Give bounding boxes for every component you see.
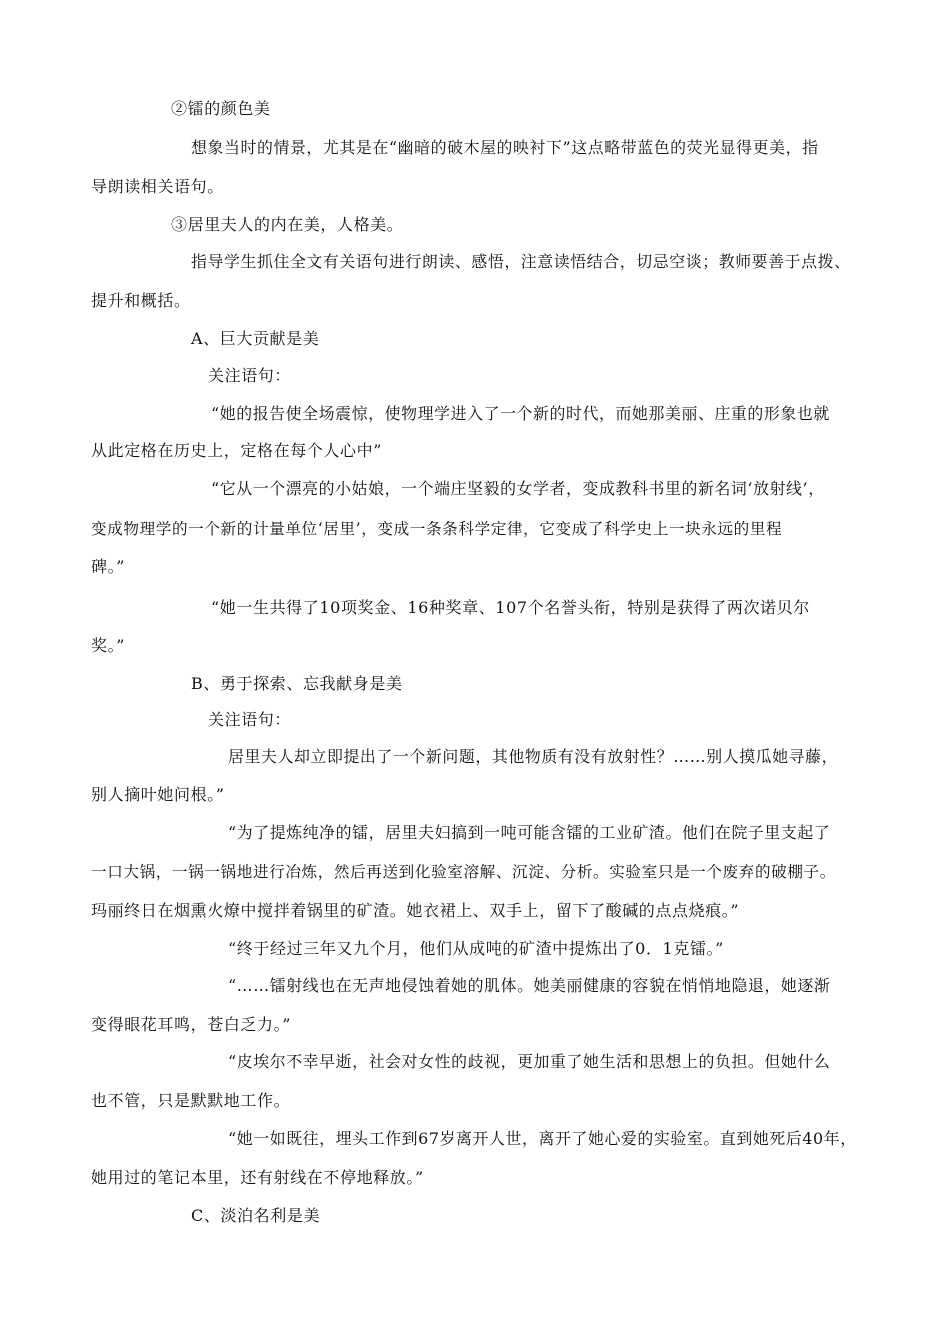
quote-line: 碑。” [91, 557, 125, 576]
paragraph-line: 导朗读相关语句。 [91, 177, 224, 196]
quote-line: 变得眼花耳鸣，苍白乏力。” [91, 1015, 291, 1034]
quote-line: “皮埃尔不幸早逝，社会对女性的歧视，更加重了她生活和思想上的负担。但她什么 [228, 1052, 831, 1071]
focus-label: 关注语句： [208, 710, 292, 729]
section-heading-b: B、勇于探索、忘我献身是美 [191, 674, 403, 693]
paragraph-line: 想象当时的情景，尤其是在“幽暗的破木屋的映衬下”这点略带蓝色的荧光显得更美，指 [191, 138, 819, 157]
quote-line: “她一如既往，埋头工作到67岁离开人世，离开了她心爱的实验室。直到她死后40年， [228, 1129, 857, 1148]
quote-line: “终于经过三年又九个月，他们从成吨的矿渣中提炼出了0．1克镭。” [228, 939, 724, 958]
quote-line: 她用过的笔记本里，还有射线在不停地释放。” [91, 1168, 424, 1187]
quote-line: “它从一个漂亮的小姑娘，一个端庄坚毅的女学者，变成教科书里的新名词‘放射线’， [211, 479, 825, 498]
quote-line: 变成物理学的一个新的计量单位‘居里’，变成一条条科学定律，它变成了科学史上一块永远的里程 [91, 520, 783, 538]
section-heading-a: A、巨大贡献是美 [191, 329, 320, 348]
subheading-radium-color: ②镭的颜色美 [171, 99, 271, 118]
quote-line: 玛丽终日在烟熏火燎中搅拌着锅里的矿渣。她衣裙上、双手上，留下了酸碱的点点烧痕。” [91, 901, 740, 920]
section-heading-c: C、淡泊名利是美 [191, 1206, 321, 1225]
quote-line: 从此定格在历史上，定格在每个人心中” [91, 441, 382, 460]
quote-line: 别人摘叶她问根。” [91, 785, 225, 804]
quote-line: “她的报告使全场震惊，使物理学进入了一个新的时代，而她那美丽、庄重的形象也就 [211, 404, 830, 423]
quote-line: 居里夫人却立即提出了一个新问题，其他物质有没有放射性？……别人摸瓜她寻藤， [228, 747, 839, 766]
quote-line: 一口大锅，一锅一锅地进行冶炼，然后再送到化验室溶解、沉淀、分析。实验室只是一个废弃的破棚子。 [91, 863, 836, 881]
quote-line: 奖。” [91, 636, 125, 655]
focus-label: 关注语句： [208, 366, 292, 385]
quote-line: “为了提炼纯净的镭，居里夫妇搞到一吨可能含镭的工业矿渣。他们在院子里支起了 [228, 823, 831, 842]
quote-line: “她一生共得了10项奖金、16种奖章、107个名誉头衔，特别是获得了两次诺贝尔 [211, 598, 810, 617]
subheading-inner-beauty: ③居里夫人的内在美，人格美。 [171, 215, 404, 234]
paragraph-line: 指导学生抓住全文有关语句进行朗读、感悟，注意读悟结合，切忌空谈；教师要善于点拨、 [191, 252, 851, 271]
paragraph-line: 提升和概括。 [91, 291, 191, 310]
quote-line: 也不管，只是默默地工作。 [91, 1091, 291, 1110]
quote-line: “……镭射线也在无声地侵蚀着她的肌体。她美丽健康的容貌在悄悄地隐退，她逐渐 [228, 976, 831, 995]
